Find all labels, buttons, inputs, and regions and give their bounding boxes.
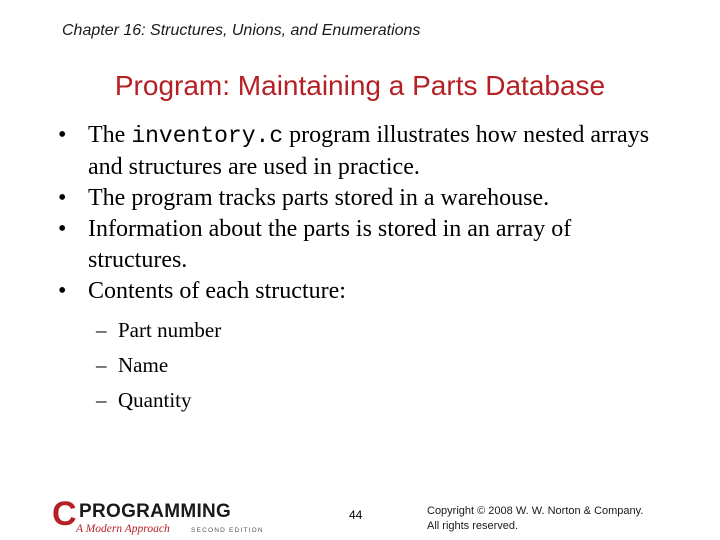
sub-bullet-text: Quantity <box>118 388 192 412</box>
bullet-icon: • <box>58 185 67 211</box>
bullet-icon: • <box>58 122 67 148</box>
sub-bullet-item <box>96 348 675 383</box>
slide-title: Program: Maintaining a Parts Database <box>114 70 606 101</box>
logo-c-icon: C <box>52 495 77 533</box>
bullet-item <box>55 276 675 307</box>
sub-bullet-text: Part number <box>118 318 222 342</box>
bullet-item <box>55 183 675 214</box>
bullet-text: The program tracks parts stored in a warehouse. <box>88 185 550 211</box>
bullet-item <box>55 120 675 183</box>
bullet-icon: • <box>58 278 67 304</box>
book-logo <box>52 497 267 539</box>
bullet-list <box>55 120 675 418</box>
bullet-text-pre: The <box>88 122 132 148</box>
chapter-heading: Chapter 16: Structures, Unions, and Enumerations <box>62 22 421 39</box>
sub-bullet-item <box>96 383 675 418</box>
copyright-line: Copyright © 2008 W. W. Norton & Company. <box>427 505 644 517</box>
sub-bullet-item <box>96 313 675 348</box>
bullet-icon: • <box>58 216 67 242</box>
logo-subtitle: A Modern Approach <box>76 523 170 535</box>
bullet-text: Information about the parts is stored in an array of structures. <box>88 216 572 273</box>
dash-icon: – <box>96 388 107 412</box>
dash-icon: – <box>96 353 107 377</box>
sub-bullet-list <box>55 313 675 418</box>
code-filename: inventory.c <box>131 123 284 149</box>
rights-line: All rights reserved. <box>427 520 519 532</box>
page-number: 44 <box>349 508 363 522</box>
copyright-notice <box>427 504 643 534</box>
logo-wordmark: PROGRAMMING <box>79 501 232 522</box>
bullet-text-post: program illustrates how nested arrays and structures are used in practice. <box>88 122 650 180</box>
dash-icon: – <box>96 318 107 342</box>
bullet-text: Contents of each structure: <box>88 278 346 304</box>
sub-bullet-text: Name <box>118 353 169 377</box>
bullet-item <box>55 214 675 276</box>
logo-edition: SECOND EDITION <box>191 527 264 534</box>
